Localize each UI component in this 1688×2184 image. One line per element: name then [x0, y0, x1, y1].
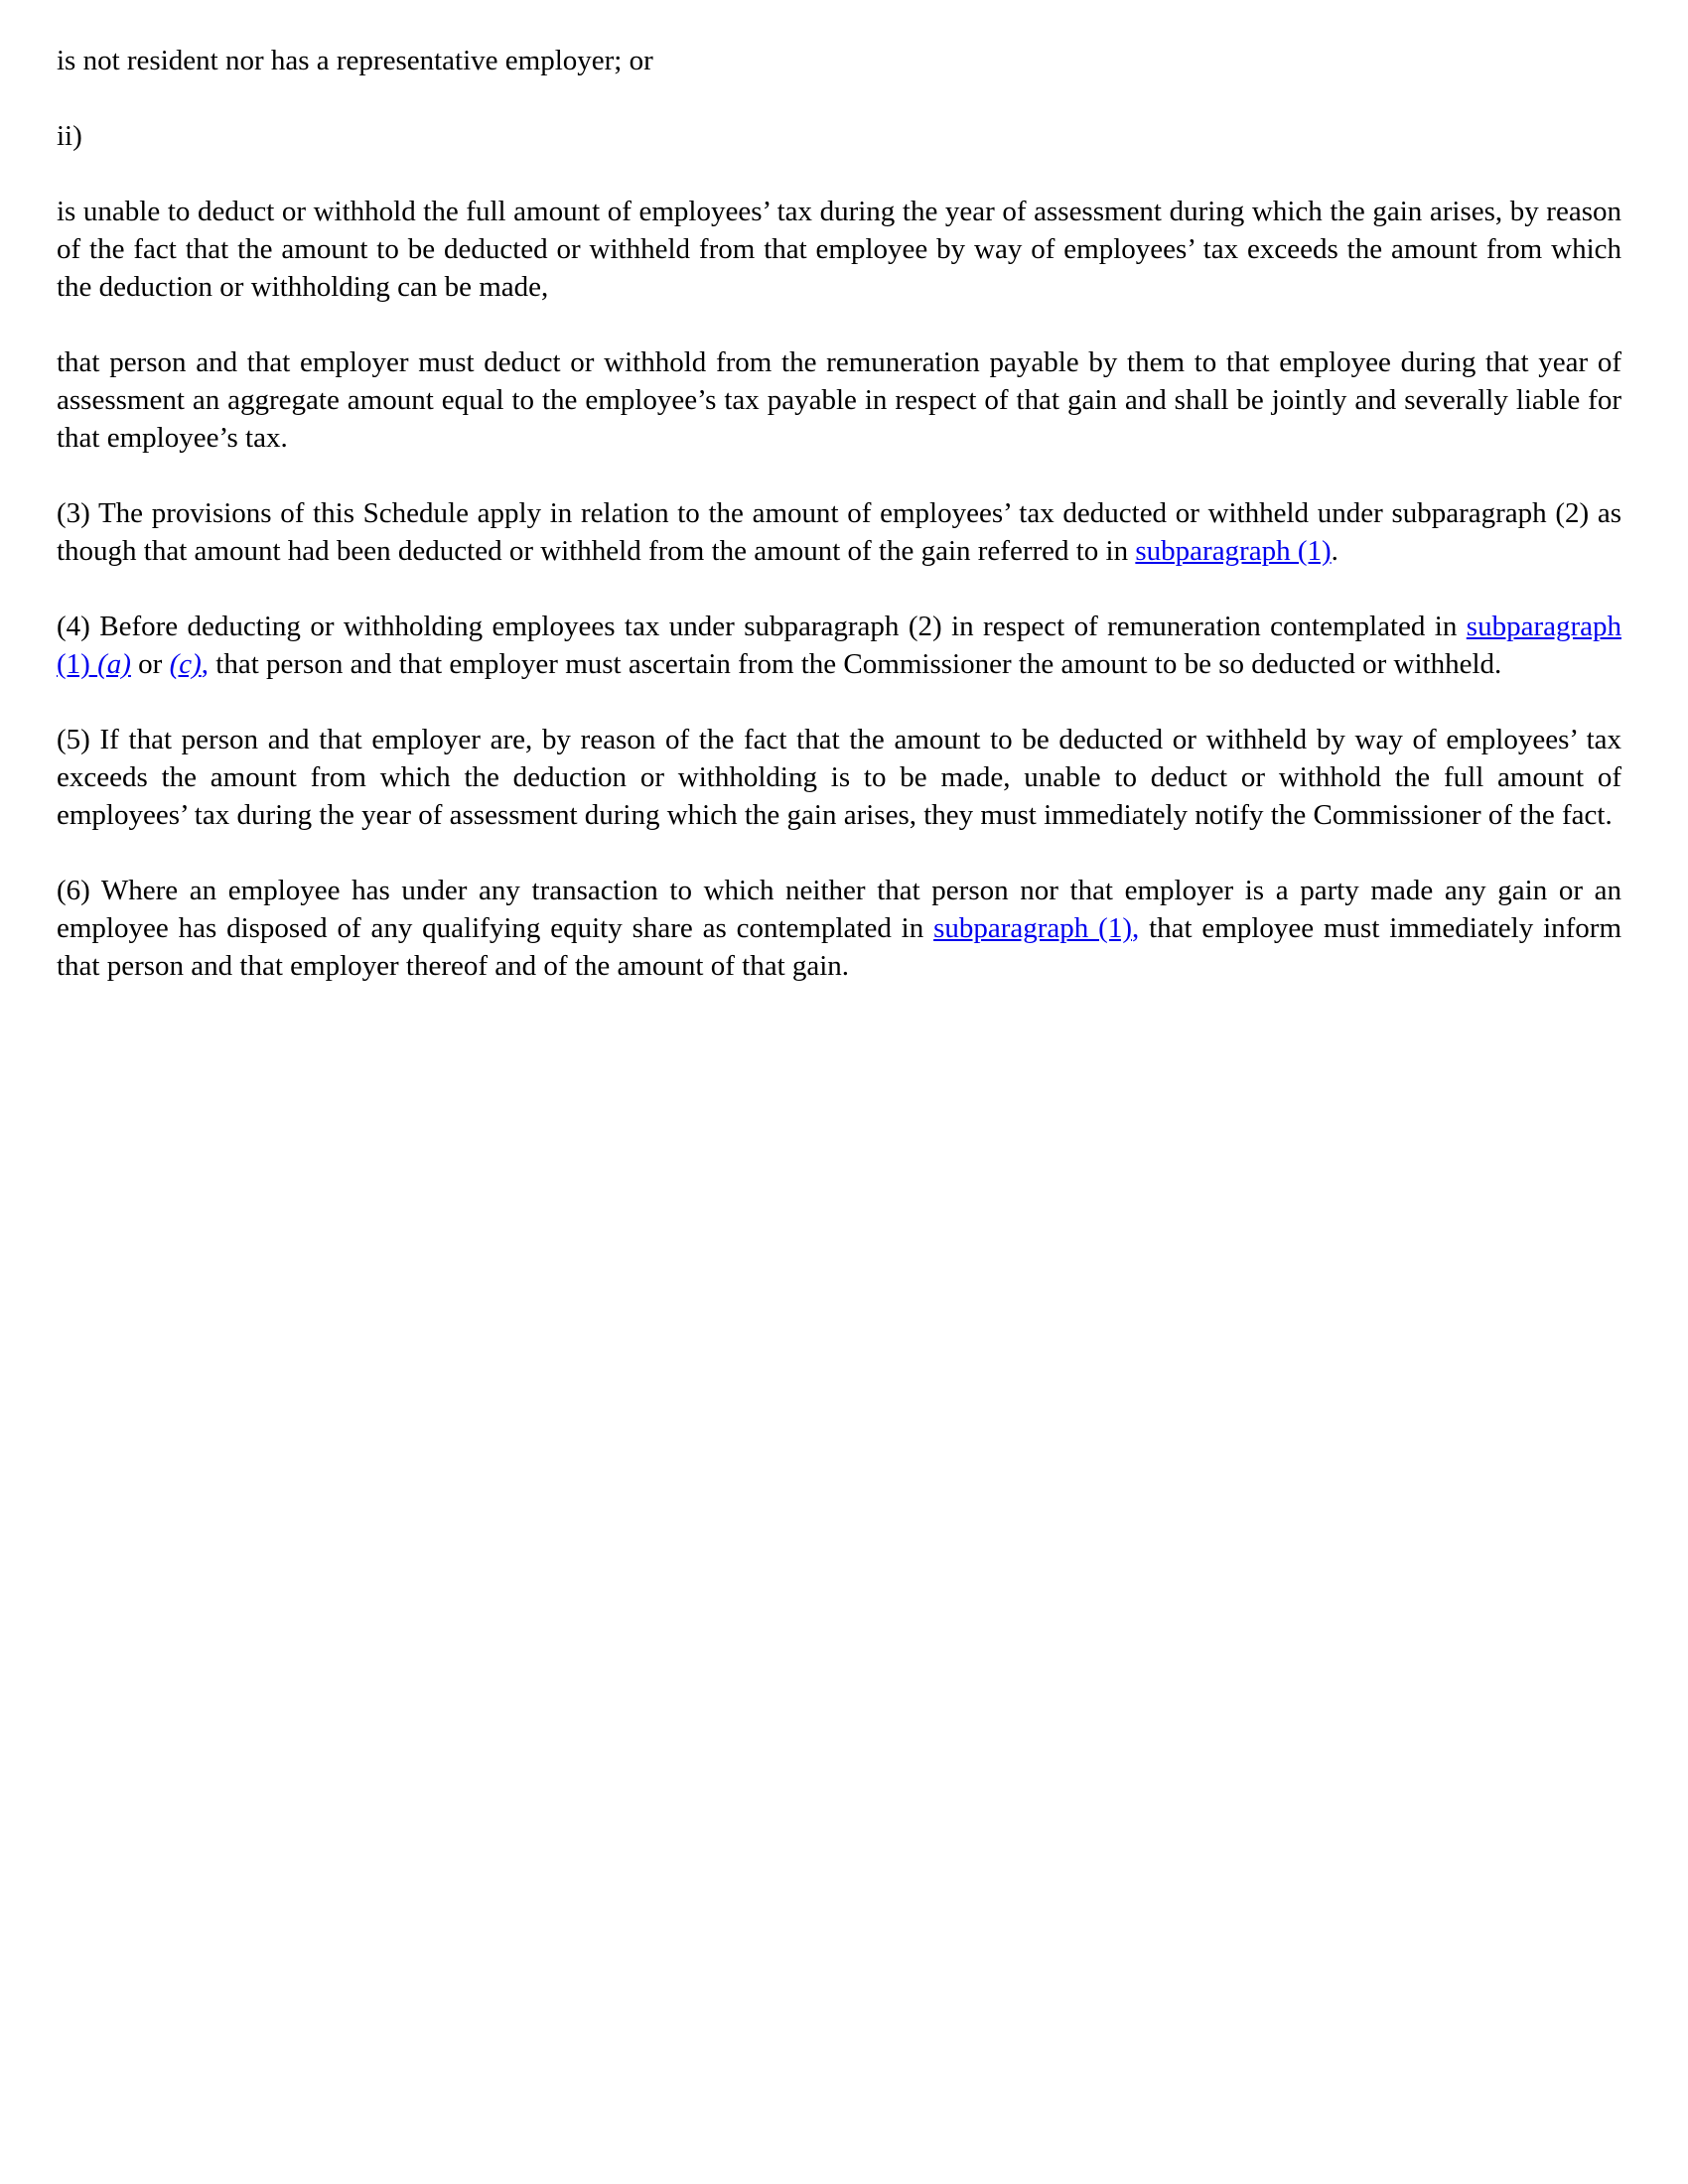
- text-run: (6) Where an employee has under any transaction to which neither that person nor that employer is a party made any gain or an employee has disposed of any qualifying equity share as contemplated in: [57, 875, 1621, 944]
- document-content: [57, 42, 1621, 985]
- subparagraph-5: [57, 721, 1621, 834]
- subparagraph-link[interactable]: (a): [97, 648, 131, 680]
- text-run: that person and that employer must deduct or withhold from the remuneration payable by them to that employee during that year of assessment an aggregate amount equal to the employee’s tax payable in respect of that gain and shall be jointly and severally liable for that employee’s tax.: [57, 346, 1621, 454]
- subparagraph-link[interactable]: subparagraph (1): [933, 912, 1132, 944]
- text-run: that employee must immediately inform that person and that employer thereof and of the amount of that gain.: [57, 912, 1621, 982]
- text-run: (5) If that person and that employer are, by reason of the fact that the amount to be deducted or withheld by way of employees’ tax exceeds the amount from which the deduction or withholding is to be made, unable to deduct or withhold the full amount of employees’ tax during the year of assessment during which the gain arises, they must immediately notify the Commissioner of the fact.: [57, 724, 1621, 831]
- clause-2-closing-text: [57, 343, 1621, 457]
- subparagraph-4: [57, 608, 1621, 683]
- subparagraph-link[interactable]: subparagraph (1): [57, 611, 1621, 680]
- text-run: is unable to deduct or withhold the full amount of employees’ tax during the year of assessment during which the gain arises, by reason of the fact that the amount to be deducted or withheld from that employee by way of employees’ tax exceeds the amount from which the deduction or withholding can be made,: [57, 196, 1621, 303]
- subparagraph-link[interactable]: (c): [169, 648, 202, 680]
- subparagraph-6: [57, 872, 1621, 985]
- subparagraph-3: [57, 494, 1621, 570]
- text-run: (3) The provisions of this Schedule apply in relation to the amount of employees’ tax deducted or withheld under subparagraph (2) as though that amount had been deducted or withheld from the amount of the gain referred to in: [57, 497, 1621, 567]
- item-ii-label: [57, 117, 1621, 155]
- item-ii-body: [57, 193, 1621, 306]
- text-run: or: [130, 648, 170, 680]
- subparagraph-link[interactable]: subparagraph (1): [1135, 535, 1332, 567]
- text-run: ,: [1131, 912, 1140, 944]
- text-run: .: [1331, 535, 1338, 567]
- text-run: ,: [201, 648, 210, 680]
- text-run: that person and that employer must ascertain from the Commissioner the amount to be so deducted or withheld.: [209, 648, 1502, 680]
- text-run: (4) Before deducting or withholding employees tax under subparagraph (2) in respect of remuneration contemplated in: [57, 611, 1467, 642]
- text-run: ii): [57, 120, 82, 152]
- text-run: is not resident nor has a representative employer; or: [57, 45, 653, 76]
- clause-i-continuation: [57, 42, 1621, 79]
